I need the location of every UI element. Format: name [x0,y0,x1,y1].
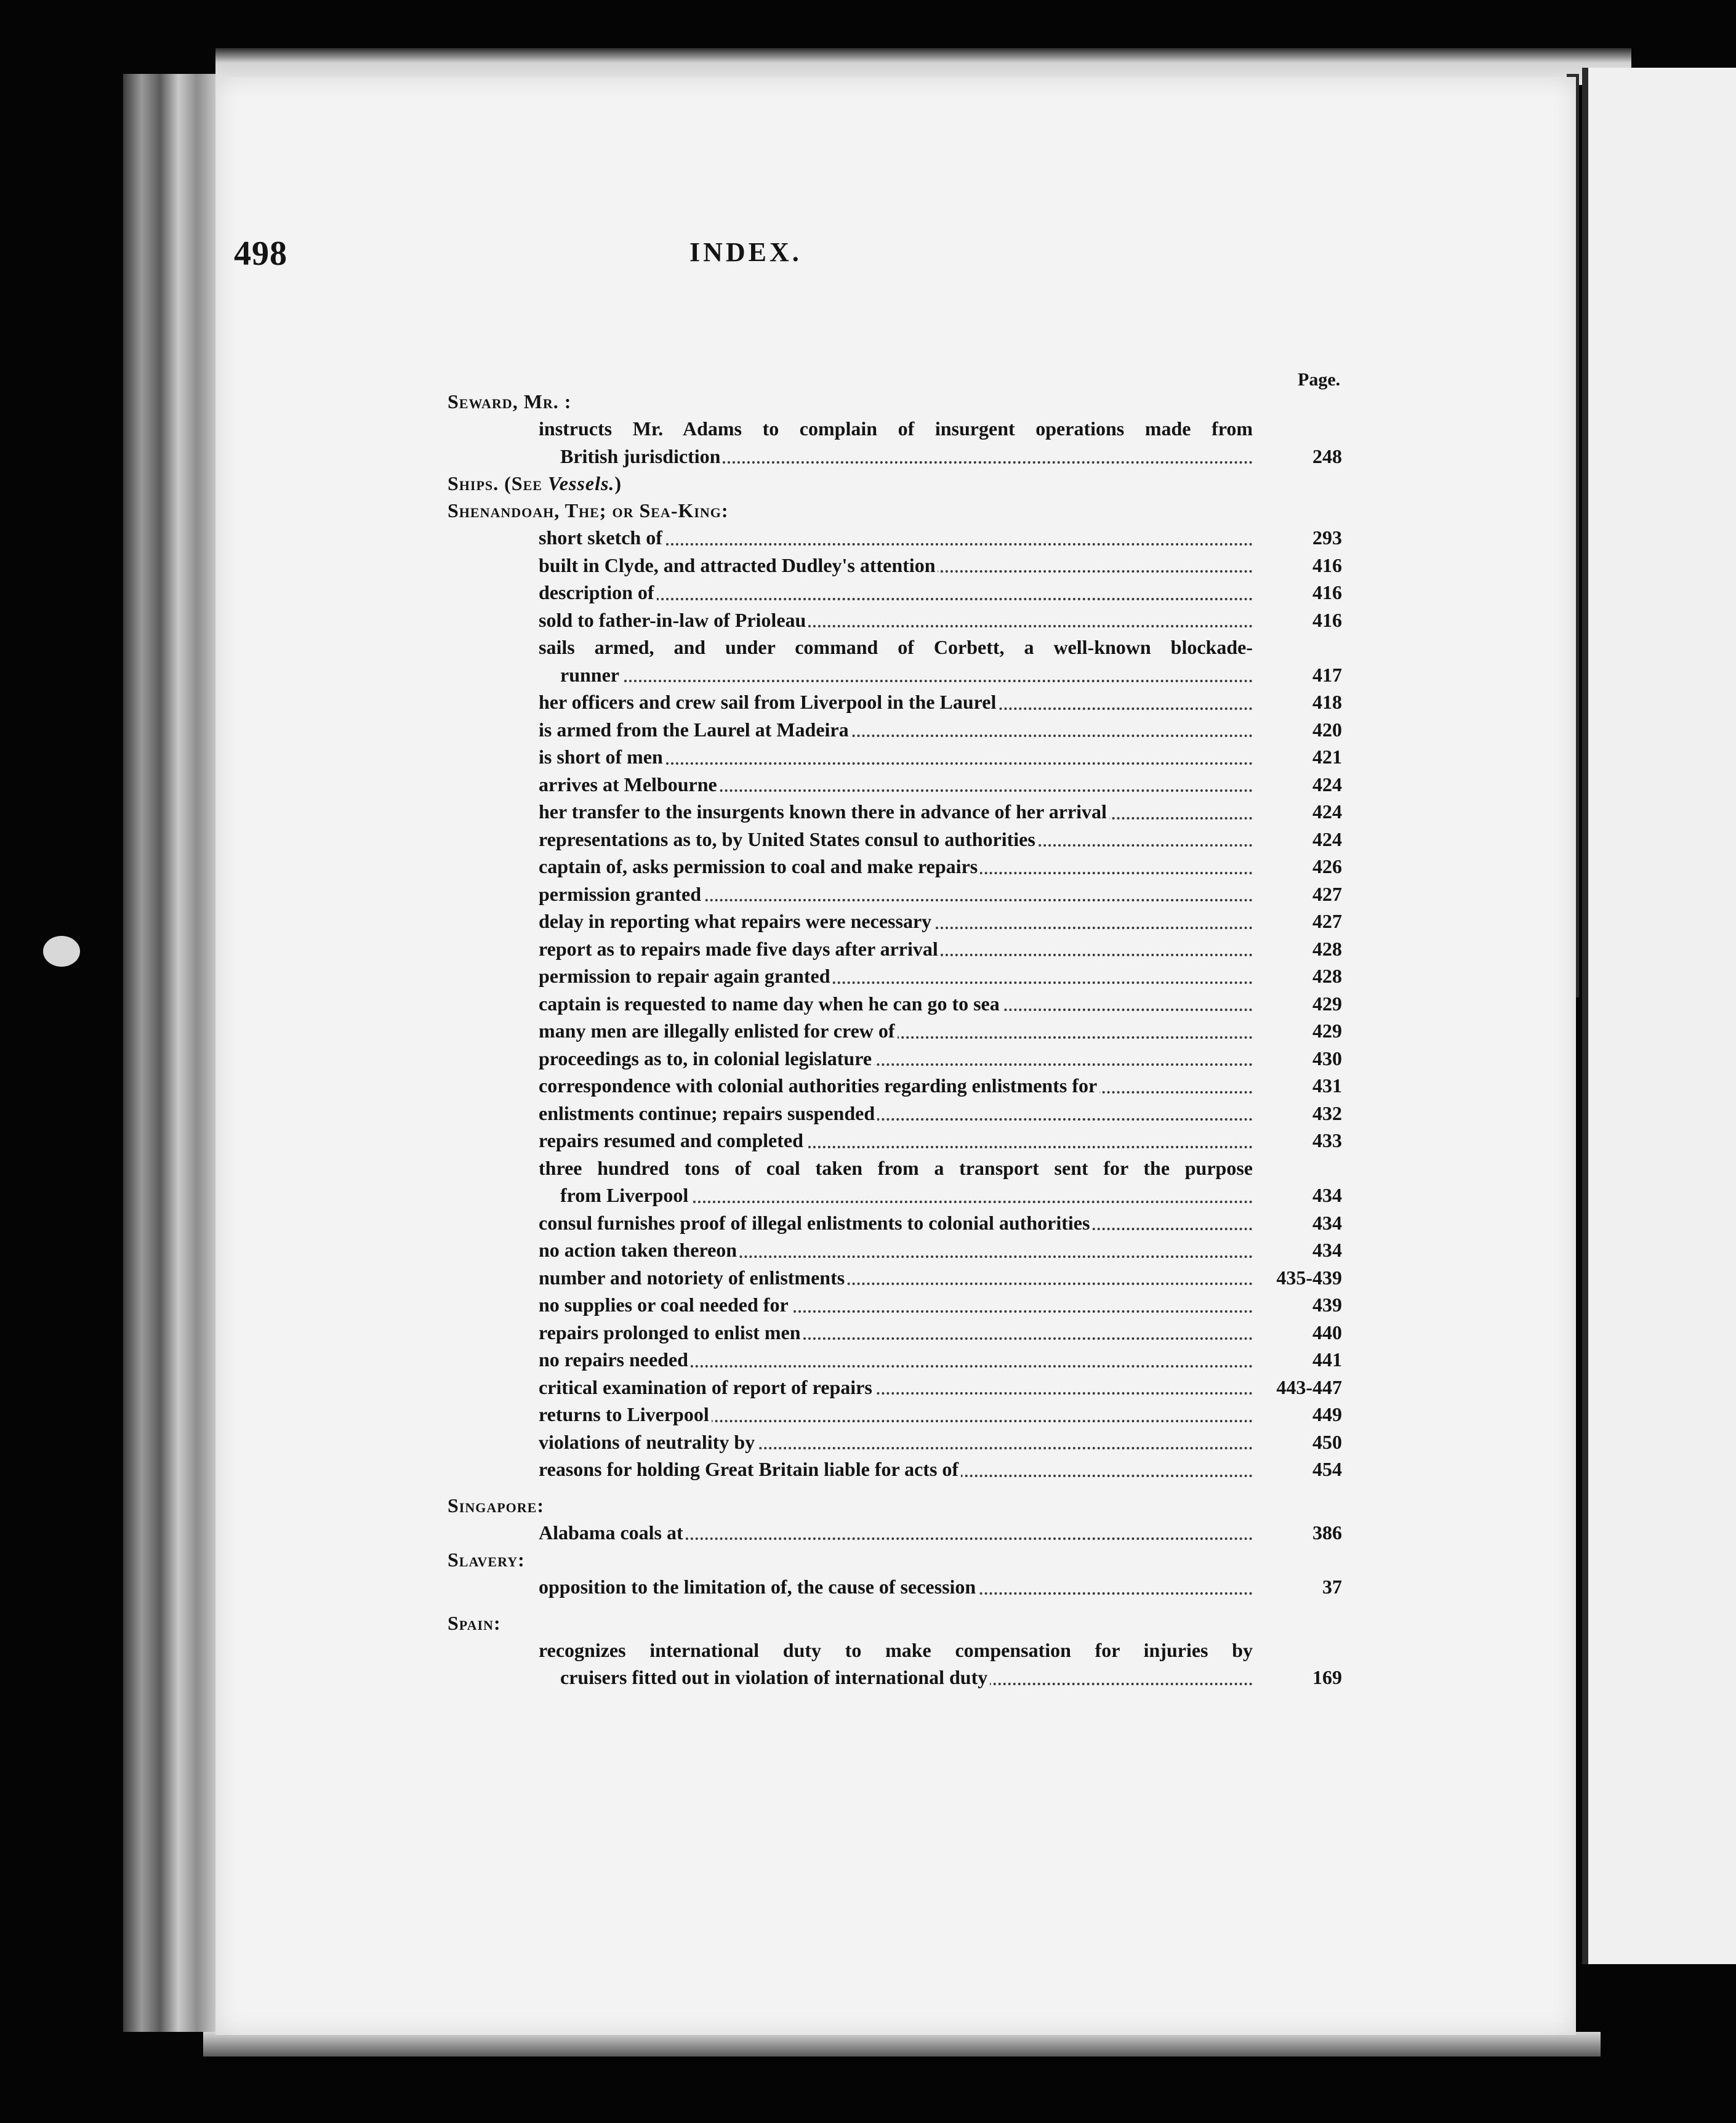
dust-speck [43,936,80,967]
entry-line: from Liverpool [560,1184,691,1206]
entry-line: Alabama coals at [539,1521,686,1544]
page-ref: 434 [1312,1211,1342,1234]
page-ref: 439 [1312,1294,1342,1316]
index-entry [449,634,1342,688]
index-entry [449,935,1342,963]
page-ref: 416 [1312,554,1342,576]
page-ref: 169 [1312,1666,1342,1688]
index-entry [449,990,1342,1018]
entry-list [449,524,1342,1483]
index-heading: Spain: [448,1611,501,1634]
index-entry [449,880,1342,908]
page-ref: 424 [1312,773,1342,796]
index-entry [449,1127,1342,1154]
index-entry [449,1401,1342,1428]
index-entry [449,579,1342,606]
index-entry [449,1264,1342,1292]
index-entry [449,1045,1342,1073]
entry-line: violations of neutrality by [539,1431,757,1453]
page-ref: 449 [1312,1403,1342,1425]
page-ref: 454 [1312,1458,1342,1480]
entry-line: sold to father-in-law of Prioleau [539,609,808,631]
entry-line: correspondence with colonial authorities regarding enlistments for [539,1074,1099,1097]
index-entry [449,853,1342,880]
index-entry [449,798,1342,826]
page-ref: 432 [1312,1102,1342,1124]
index-entry [449,743,1342,771]
index-entry [449,1100,1342,1127]
page-ref: 440 [1312,1321,1342,1343]
entry-line: representations as to, by United States consul to authorities [539,828,1038,850]
index-body [449,388,1342,1691]
index-entry [449,1319,1342,1347]
entry-line: repairs resumed and completed [539,1129,806,1151]
page-ref: 430 [1312,1047,1342,1070]
entry-line: sails armed, and under command of Corbett, a well-known blockade- [539,636,1253,658]
index-entry [449,524,1342,552]
index-heading: Shenandoah, The; or Sea-King: [448,499,729,522]
index-entry [449,415,1342,470]
entry-line: no action taken thereon [539,1239,739,1261]
entry-line: cruisers fitted out in violation of international duty [560,1666,990,1688]
page-ref: 417 [1312,663,1342,686]
index-entry [449,1072,1342,1100]
index-entry [449,1637,1342,1691]
entry-line: captain of, asks permission to coal and make repairs [539,855,980,877]
page-ref: 416 [1312,608,1342,631]
entry-line: enlistments continue; repairs suspended [539,1102,877,1124]
entry-line: no supplies or coal needed for [539,1294,791,1316]
index-entry [449,552,1342,579]
see-reference: Vessels. [547,472,615,494]
page-ref: 441 [1312,1348,1342,1371]
entry-line: delay in reporting what repairs were necessary [539,910,934,932]
index-entry [449,1017,1342,1045]
index-heading: Seward, Mr. : [448,390,572,413]
entry-line: returns to Liverpool [539,1403,712,1425]
entry-line: repairs prolonged to enlist men [539,1321,803,1343]
page-ref: 428 [1312,965,1342,987]
page-ref: 431 [1312,1074,1342,1097]
entry-line: captain is requested to name day when he can go to sea [539,993,1002,1015]
running-head: INDEX. [689,237,802,267]
index-entry [449,1291,1342,1319]
index-entry [449,1346,1342,1374]
entry-line: built in Clyde, and attracted Dudley's attention [539,554,938,576]
index-heading: Ships. (See Vessels.) [448,472,622,494]
index-heading: Slavery: [448,1549,525,1571]
facing-page-edge [1582,68,1736,1964]
entry-line: arrives at Melbourne [539,773,720,796]
page-ref: 428 [1312,937,1342,960]
index-entry [449,606,1342,634]
index-entry [449,1428,1342,1456]
entry-line: recognizes international duty to make compensation for injuries by [539,1638,1253,1661]
index-entry [449,1236,1342,1264]
entry-line: no repairs needed [539,1348,691,1371]
page-ref: 421 [1312,746,1342,768]
entry-line: critical examination of report of repairs [539,1376,875,1398]
entry-line: report as to repairs made five days after arrival [539,938,941,960]
entry-line: her transfer to the insurgents known there in advance of her arrival [539,800,1109,823]
entry-line: her officers and crew sail from Liverpool in the Laurel [539,691,999,713]
entry-line: permission to repair again granted [539,965,832,987]
page-ref: 420 [1312,718,1342,741]
page-number: 498 [234,235,287,273]
index-entry [449,688,1342,716]
index-entry [449,1209,1342,1237]
index-entry [449,1374,1342,1401]
index-entry [449,1154,1342,1209]
index-entry [449,908,1342,935]
page-ref: 429 [1312,992,1342,1015]
entry-line: runner [560,664,622,686]
page-ref: 429 [1312,1020,1342,1042]
page-ref: 434 [1312,1239,1342,1261]
page-ref: 443-447 [1276,1376,1342,1398]
entry-line: consul furnishes proof of illegal enlistments to colonial authorities [539,1212,1092,1234]
book-edge-bottom [203,2032,1601,2057]
page-ref: 248 [1312,445,1342,467]
page-ref: 450 [1312,1430,1342,1453]
page-ref: 424 [1312,800,1342,823]
page-ref: 427 [1312,910,1342,932]
entry-line: is armed from the Laurel at Madeira [539,719,851,741]
page-ref: 37 [1322,1576,1342,1598]
entry-line: British jurisdiction [560,445,723,467]
entry-line: number and notoriety of enlistments [539,1267,847,1289]
index-entry [449,1573,1342,1601]
index-entry [449,1519,1342,1547]
page-ref: 293 [1312,526,1342,549]
page-ref: 386 [1312,1521,1342,1544]
entry-line: short sketch of [539,526,665,549]
index-entry [449,1456,1342,1483]
entry-line: instructs Mr. Adams to complain of insurgent operations made from [539,417,1253,440]
page-ref: 426 [1312,855,1342,877]
entry-line: is short of men [539,746,665,768]
page-ref: 416 [1312,581,1342,603]
book-edge-left [123,74,222,2032]
index-entry [449,962,1342,990]
entry-line: opposition to the limitation of, the cause of secession [539,1576,978,1598]
entry-line: permission granted [539,883,704,905]
entry-line: many men are illegally enlisted for crew of [539,1020,898,1042]
page-ref: 435-439 [1276,1266,1342,1289]
page-column-label: Page. [1298,369,1341,390]
index-entry [449,716,1342,744]
page-ref: 433 [1312,1129,1342,1151]
entry-line: three hundred tons of coal taken from a transport sent for the purpose [539,1156,1253,1179]
entry-line: reasons for holding Great Britain liable for acts of [539,1458,961,1480]
index-entry [449,771,1342,799]
index-heading: Singapore: [448,1494,545,1517]
page-ref: 418 [1312,691,1342,713]
page-ref: 424 [1312,828,1342,850]
entry-line: description of [539,581,657,603]
index-entry [449,826,1342,853]
page-ref: 434 [1312,1184,1342,1206]
entry-line: proceedings as to, in colonial legislature [539,1047,874,1070]
page-ref: 427 [1312,882,1342,905]
